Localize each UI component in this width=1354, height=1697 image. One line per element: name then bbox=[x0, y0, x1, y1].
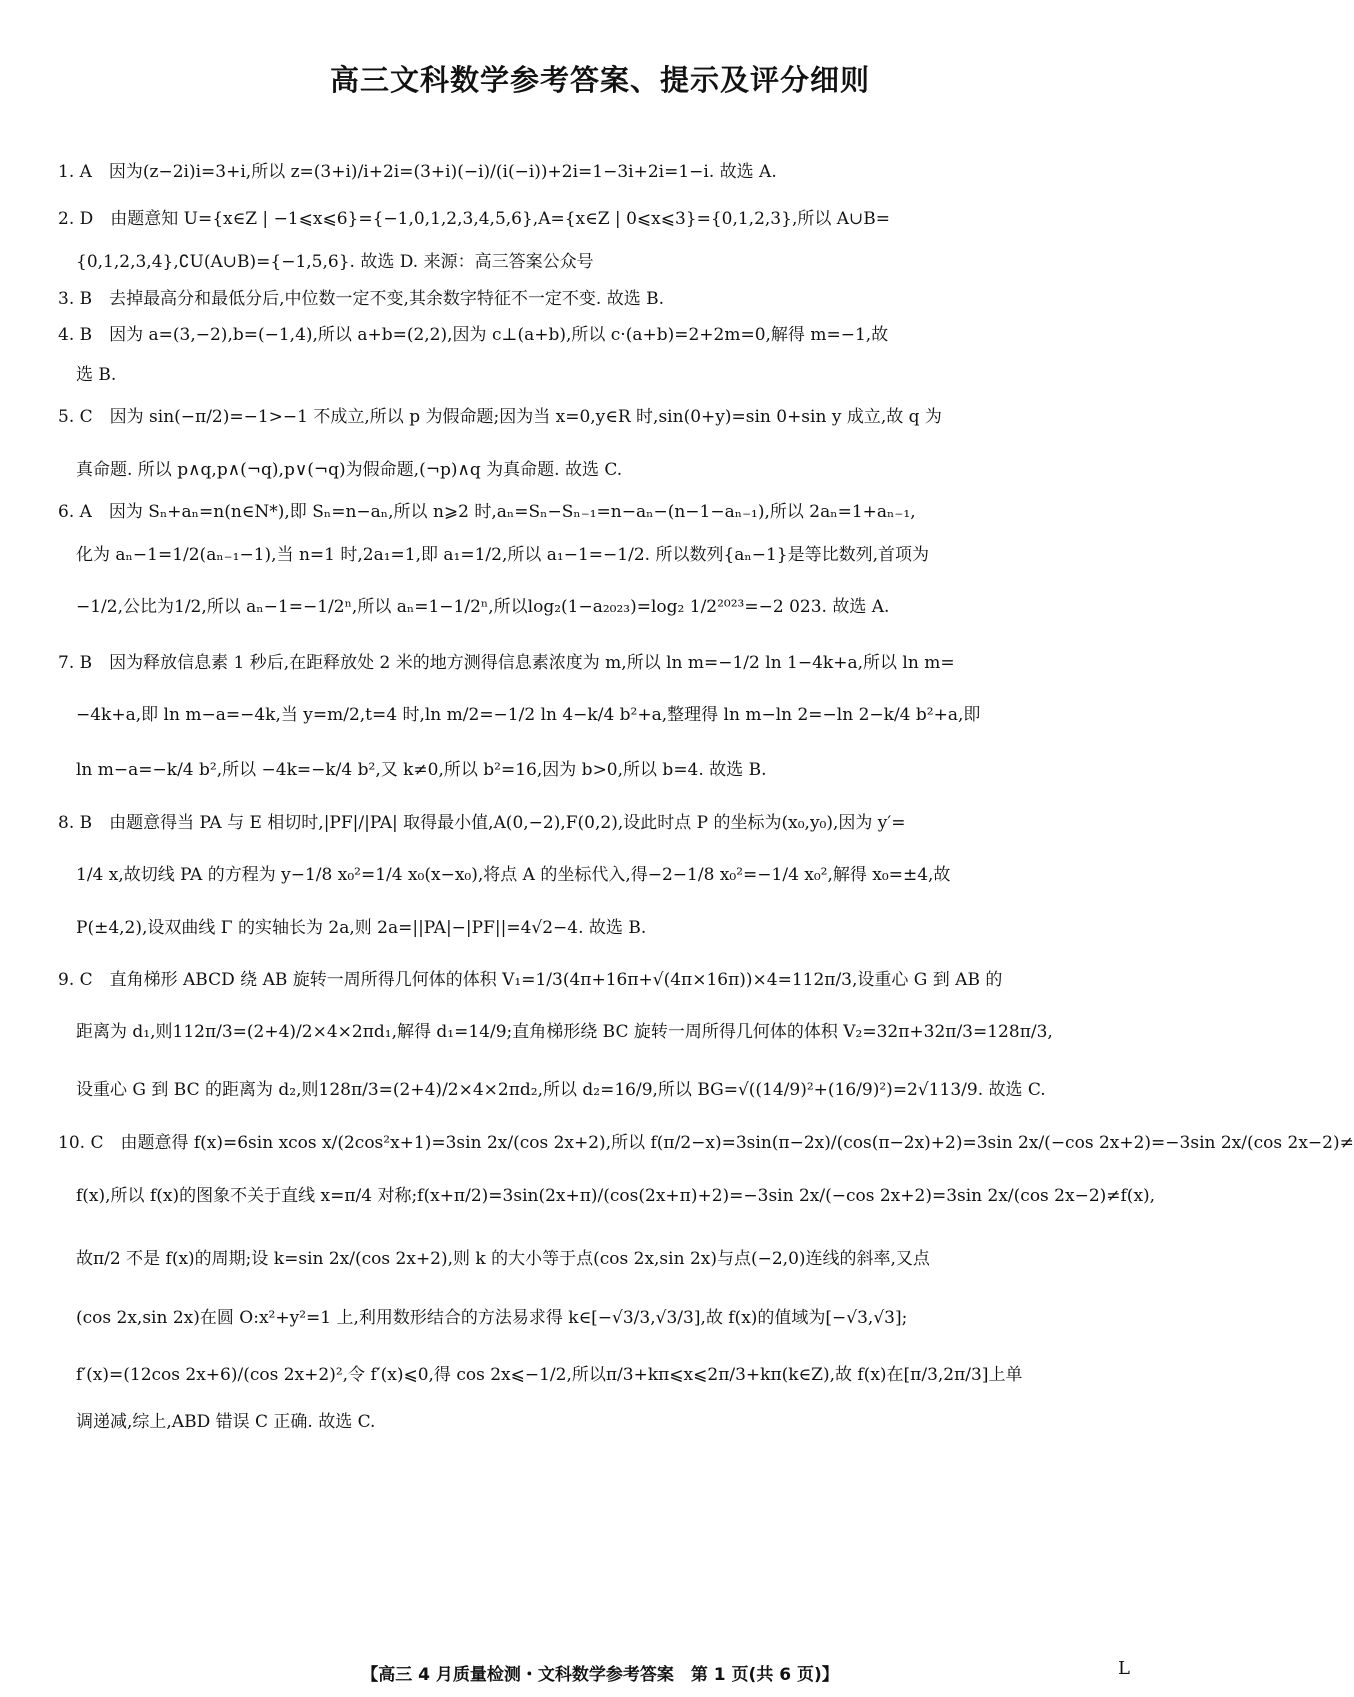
answer-line: f′(x)=(12cos 2x+6)/(cos 2x+2)²,令 f′(x)⩽0,得 cos 2x⩽−1/2,所以π/3+kπ⩽x⩽2π/3+kπ(k∈Z),故 f(x)在[π/3,2π/3]上单 bbox=[76, 1365, 1023, 1385]
answer-line: 2. D 由题意知 U={x∈Z | −1⩽x⩽6}={−1,0,1,2,3,4,5,6},A={x∈Z | 0⩽x⩽3}={0,1,2,3},所以 A∪B= bbox=[58, 209, 891, 229]
answer-line: 距离为 d₁,则112π/3=(2+4)/2×4×2πd₁,解得 d₁=14/9;直角梯形绕 BC 旋转一周所得几何体的体积 V₂=32π+32π/3=128π/3, bbox=[76, 1022, 1053, 1042]
answer-line: ln m−a=−k/4 b²,所以 −4k=−k/4 b²,又 k≠0,所以 b²=16,因为 b>0,所以 b=4. 故选 B. bbox=[76, 760, 767, 780]
answer-line: P(±4,2),设双曲线 Γ 的实轴长为 2a,则 2a=||PA|−|PF||=4√2−4. 故选 B. bbox=[76, 918, 647, 938]
page-footer: 【高三 4 月质量检测・文科数学参考答案 第 1 页(共 6 页)】 bbox=[361, 1665, 839, 1685]
answer-line: 8. B 由题意得当 PA 与 E 相切时,|PF|/|PA| 取得最小值,A(0,−2),F(0,2),设此时点 P 的坐标为(x₀,y₀),因为 y′= bbox=[58, 813, 906, 833]
answer-line: 1/4 x,故切线 PA 的方程为 y−1/8 x₀²=1/4 x₀(x−x₀),将点 A 的坐标代入,得−2−1/8 x₀²=−1/4 x₀²,解得 x₀=±4,故 bbox=[76, 865, 951, 885]
answer-line: 设重心 G 到 BC 的距离为 d₂,则128π/3=(2+4)/2×4×2πd₂,所以 d₂=16/9,所以 BG=√((14/9)²+(16/9)²)=2√113/9. 故选 C. bbox=[76, 1080, 1046, 1100]
answer-line: 真命题. 所以 p∧q,p∧(¬q),p∨(¬q)为假命题,(¬p)∧q 为真命题. 故选 C. bbox=[76, 460, 623, 480]
answer-line: 10. C 由题意得 f(x)=6sin xcos x/(2cos²x+1)=3sin 2x/(cos 2x+2),所以 f(π/2−x)=3sin(π−2x)/(cos(π−2x)+2)=3sin 2x/(−cos 2x+2)=−3sin 2x/(cos 2x−2)≠ bbox=[58, 1133, 1354, 1153]
answer-line: 4. B 因为 a=(3,−2),b=(−1,4),所以 a+b=(2,2),因为 c⊥(a+b),所以 c·(a+b)=2+2m=0,解得 m=−1,故 bbox=[58, 325, 889, 345]
answer-line: 6. A 因为 Sₙ+aₙ=n(n∈N*),即 Sₙ=n−aₙ,所以 n⩾2 时,aₙ=Sₙ−Sₙ₋₁=n−aₙ−(n−1−aₙ₋₁),所以 2aₙ=1+aₙ₋₁, bbox=[58, 502, 916, 522]
answer-line: 9. C 直角梯形 ABCD 绕 AB 旋转一周所得几何体的体积 V₁=1/3(4π+16π+√(4π×16π))×4=112π/3,设重心 G 到 AB 的 bbox=[58, 970, 1003, 990]
answer-line: {0,1,2,3,4},∁U(A∪B)={−1,5,6}. 故选 D. 来源：高三答案公众号 bbox=[76, 252, 594, 272]
page-title: 高三文科数学参考答案、提示及评分细则 bbox=[329, 63, 870, 97]
answer-line: 5. C 因为 sin(−π/2)=−1>−1 不成立,所以 p 为假命题;因为当 x=0,y∈R 时,sin(0+y)=sin 0+sin y 成立,故 q 为 bbox=[58, 407, 942, 427]
answer-line: −1/2,公比为1/2,所以 aₙ−1=−1/2ⁿ,所以 aₙ=1−1/2ⁿ,所以log₂(1−a₂₀₂₃)=log₂ 1/2²⁰²³=−2 023. 故选 A. bbox=[76, 597, 890, 617]
answer-line: 选 B. bbox=[76, 365, 117, 385]
answer-line: 1. A 因为(z−2i)i=3+i,所以 z=(3+i)/i+2i=(3+i)(−i)/(i(−i))+2i=1−3i+2i=1−i. 故选 A. bbox=[58, 162, 777, 182]
answer-line: 调递减,综上,ABD 错误 C 正确. 故选 C. bbox=[76, 1412, 376, 1432]
answer-line: (cos 2x,sin 2x)在圆 O:x²+y²=1 上,利用数形结合的方法易求得 k∈[−√3/3,√3/3],故 f(x)的值域为[−√3,√3]; bbox=[76, 1308, 908, 1328]
answer-line: 化为 aₙ−1=1/2(aₙ₋₁−1),当 n=1 时,2a₁=1,即 a₁=1/2,所以 a₁−1=−1/2. 所以数列{aₙ−1}是等比数列,首项为 bbox=[76, 545, 930, 565]
answer-line: 故π/2 不是 f(x)的周期;设 k=sin 2x/(cos 2x+2),则 k 的大小等于点(cos 2x,sin 2x)与点(−2,0)连线的斜率,又点 bbox=[76, 1249, 930, 1269]
answer-line: 7. B 因为释放信息素 1 秒后,在距释放处 2 米的地方测得信息素浓度为 m,所以 ln m=−1/2 ln 1−4k+a,所以 ln m= bbox=[58, 653, 955, 673]
answer-line: 3. B 去掉最高分和最低分后,中位数一定不变,其余数字特征不一定不变. 故选 B. bbox=[58, 289, 665, 309]
answer-line: f(x),所以 f(x)的图象不关于直线 x=π/4 对称;f(x+π/2)=3sin(2x+π)/(cos(2x+π)+2)=−3sin 2x/(−cos 2x+2)=3sin 2x/(cos 2x−2)≠f(x), bbox=[76, 1186, 1156, 1206]
answer-line: −4k+a,即 ln m−a=−4k,当 y=m/2,t=4 时,ln m/2=−1/2 ln 4−k/4 b²+a,整理得 ln m−ln 2=−ln 2−k/4 b²+a,即 bbox=[76, 705, 981, 725]
page-code: L bbox=[1118, 1658, 1130, 1679]
